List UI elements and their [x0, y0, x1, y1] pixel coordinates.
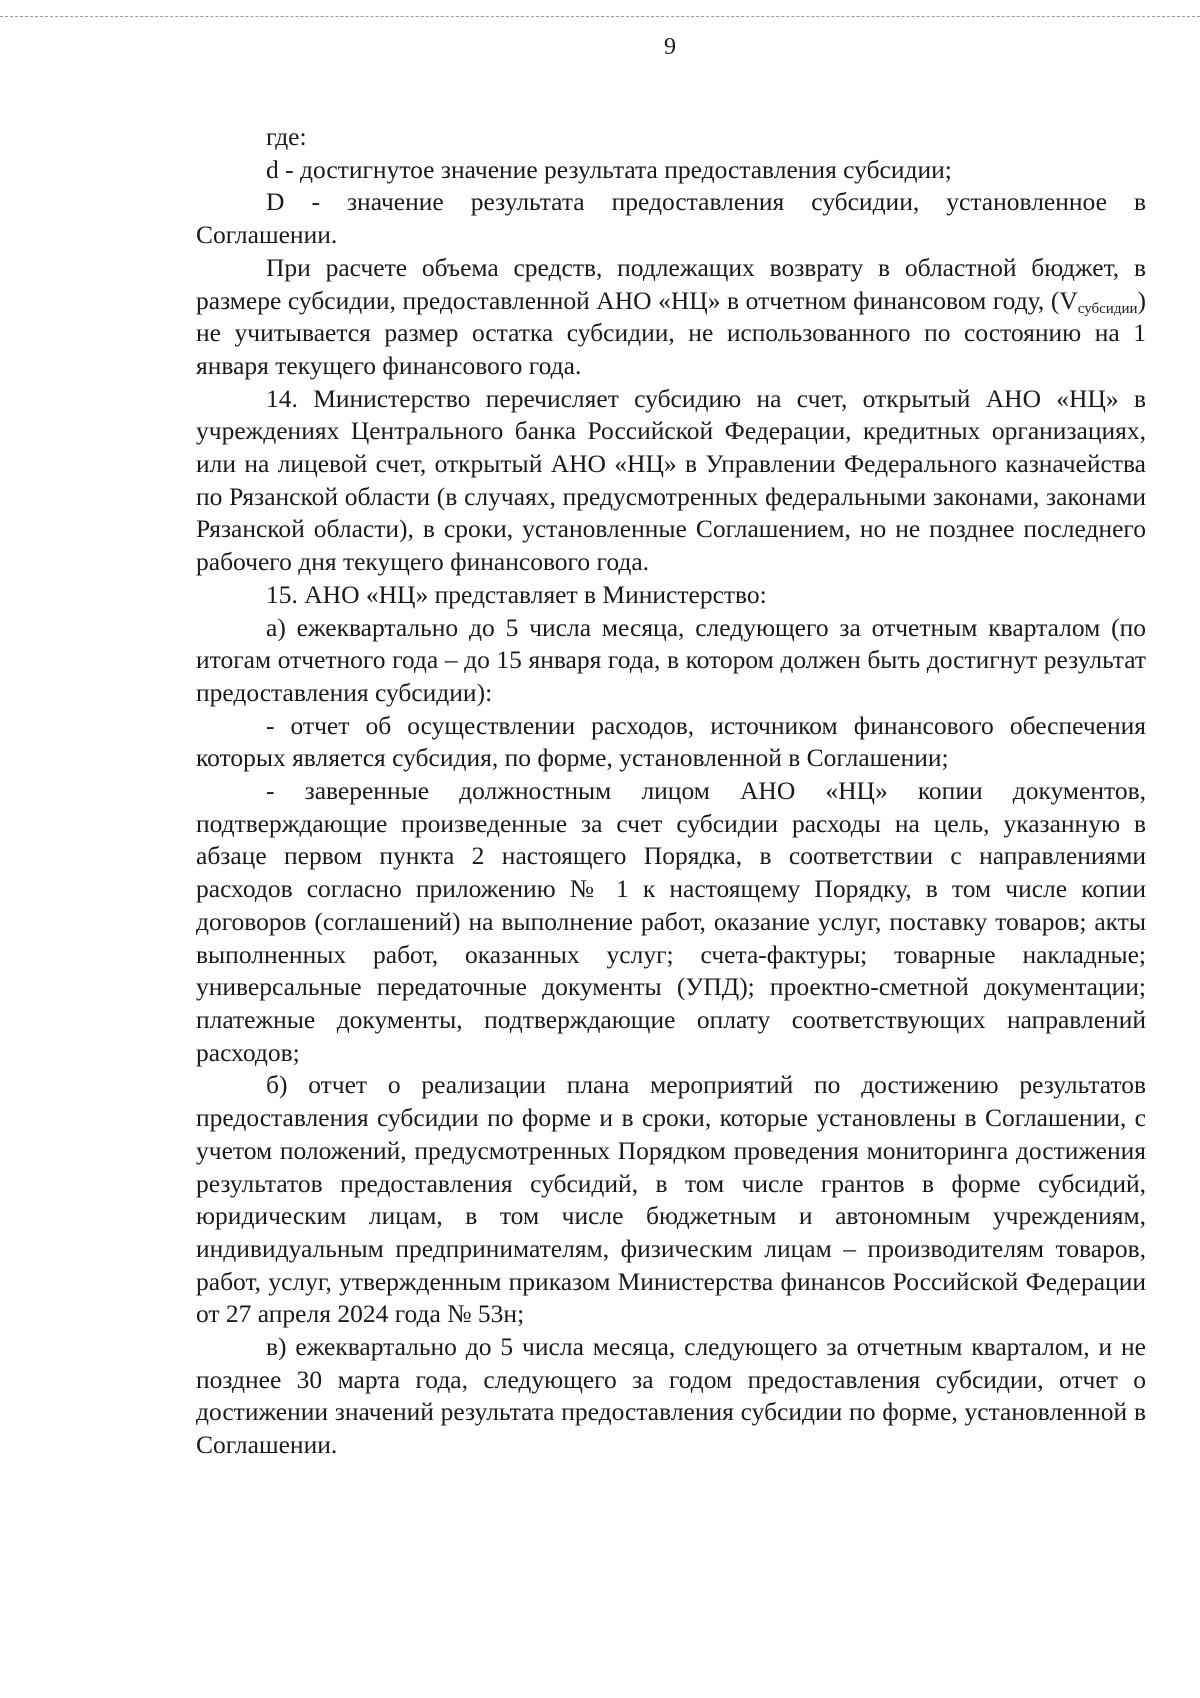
paragraph-where: где:	[266, 122, 307, 151]
refund-text-after: ) не учитывается размер остатка субсидии, не использованного по состоянию на 1 января текущего финансового года.	[196, 285, 1146, 380]
paragraph-item-14: 14. Министерство перечисляет субсидию на счет, открытый АНО «НЦ» в учреждениях Центрального банка Российской Федерации, кредитных организациях, или на лицевой счет, открытый АНО «НЦ» в Управлении Федерального казначейства по Рязанской области (в случаях, предусмотренных федеральными законами, законами Рязанской области), в сроки, установленные Соглашением, но не позднее последнего рабочего дня текущего финансового года.	[196, 383, 1146, 577]
paragraph-item-15: 15. АНО «НЦ» представляет в Министерство:	[266, 579, 767, 609]
scan-top-edge	[0, 16, 1200, 17]
paragraph-refund-calculation	[196, 252, 1146, 383]
paragraph-definition-d: d - достигнутое значение результата предоставления субсидии;	[266, 154, 952, 184]
paragraph-expense-report: - отчет об осуществлении расходов, источником финансового обеспечения которых является субсидия, по форме, установленной в Соглашении;	[196, 710, 1146, 773]
paragraph-certified-copies: - заверенные должностным лицом АНО «НЦ» копии документов, подтверждающие произведенные за счет субсидии расходы на цель, указанную в абзаце первом пункта 2 настоящего Порядка, в соответствии с направлениями расходов согласно приложению № 1 к настоящему Порядку, в том числе копии договоров (соглашений) на выполнение работ, оказание услуг, поставку товаров; акты выполненных работ, оказанных услуг; счета-фактуры; товарные накладные; универсальные передаточные документы (УПД); проектно-сметной документации; платежные документы, подтверждающие оплату соответствующих направлений расходов;	[196, 776, 1146, 1067]
refund-text-before: При расчете объема средств, подлежащих возврату в областной бюджет, в размере субсидии, предоставленной АНО «НЦ» в отчетном финансовом году, (V	[196, 252, 1146, 315]
paragraph-item-15b: б) отчет о реализации плана мероприятий по достижению результатов предоставления субсидии по форме и в сроки, которые установлены в Соглашении, с учетом положений, предусмотренных Порядком проведения мониторинга достижения результатов предоставления субсидий, в том числе грантов в форме субсидий, юридическим лицам, в том числе бюджетным и автономным учреждениям, индивидуальным предпринимателям, физическим лицам – производителям товаров, работ, услуг, утвержденным приказом Министерства финансов Российской Федерации от 27 апреля 2024 года № 53н;	[196, 1070, 1146, 1329]
subsidy-subscript: субсидии	[1077, 300, 1138, 317]
paragraph-item-15a: а) ежеквартально до 5 числа месяца, следующего за отчетным кварталом (по итогам отчетного года – до 15 января года, в котором должен быть достигнут результат предоставления субсидии):	[196, 612, 1146, 707]
document-body	[196, 121, 1146, 1462]
paragraph-definition-D: D - значение результата предоставления субсидии, установленное в Соглашении.	[196, 187, 1146, 250]
paragraph-item-15v: в) ежеквартально до 5 числа месяца, следующего за отчетным кварталом, и не позднее 30 марта года, следующего за годом предоставления субсидии, отчет о достижении значений результата предоставления субсидии по форме, установленной в Соглашении.	[196, 1332, 1146, 1460]
page-number: 9	[664, 34, 676, 60]
